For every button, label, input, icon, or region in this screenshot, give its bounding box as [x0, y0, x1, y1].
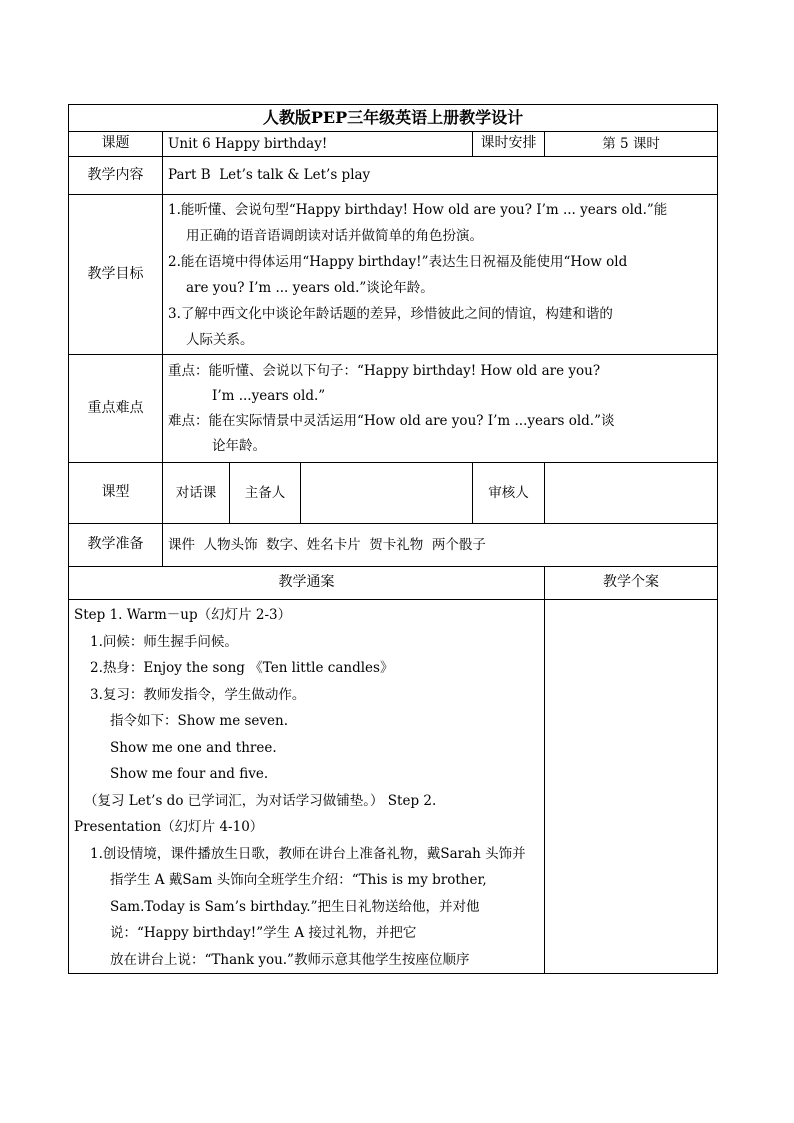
plan-line: 放在讲台上说：“Thank you.”教师示意其他学生按座位顺序: [110, 951, 470, 968]
objective-line: 人际关系。: [186, 331, 254, 348]
preparation-value: 课件 人物头饰 数字、姓名卡片 贺卡礼物 两个骰子: [163, 524, 718, 567]
objective-line: are you? I’m ... years old.”谈论年龄。: [186, 279, 434, 296]
content-value: Part B Let’s talk & Let’s play: [163, 157, 718, 195]
plan-step-heading: Presentation（幻灯片 4-10）: [74, 819, 264, 835]
content-label: 教学内容: [69, 157, 163, 195]
reviewer-value: [545, 463, 718, 524]
plan-step-heading: Step 1. Warm－up（幻灯片 2-3）: [74, 607, 292, 623]
objective-line: 2.能在语境中得体运用“Happy birthday!”表达生日祝福及能使用“How old: [168, 253, 628, 270]
plan-header-row: [69, 567, 718, 600]
content-row: [69, 157, 718, 195]
objective-line: 1.能听懂、会说句型“Happy birthday! How old are you? I’m ... years old.”能: [168, 201, 668, 218]
plan-line: Sam.Today is Sam’s birthday.”把生日礼物送给他，并对他: [110, 898, 480, 915]
topic-row: [69, 132, 718, 157]
plan-line: 1.问候：师生握手问候。: [90, 633, 238, 650]
lesson-type-row: [69, 463, 718, 524]
preparation-row: [69, 524, 718, 567]
key-point-line: I’m ...years old.”: [212, 387, 326, 404]
plan-personal-header: 教学个案: [545, 567, 718, 600]
plan-line: Show me four and five.: [110, 766, 269, 782]
key-points-row: [69, 355, 718, 463]
preparer-label: 主备人: [230, 463, 301, 524]
schedule-label: 课时安排: [473, 132, 545, 157]
preparation-label: 教学准备: [69, 524, 163, 567]
plan-line: 1.创设情境，课件播放生日歌，教师在讲台上准备礼物，戴Sarah 头饰并: [90, 845, 526, 862]
plan-line: 指学生 A 戴Sam 头饰向全班学生介绍：“This is my brother,: [110, 872, 487, 888]
plan-line: 说：“Happy birthday!”学生 A 接过礼物，并把它: [110, 925, 417, 941]
objectives-row: [69, 195, 718, 355]
plan-common-content: [69, 600, 545, 974]
topic-value: Unit 6 Happy birthday!: [163, 132, 473, 157]
reviewer-label: 审核人: [473, 463, 545, 524]
preparer-value: [301, 463, 473, 524]
objective-line: 用正确的语音语调朗读对话并做简单的角色扮演。: [186, 227, 483, 244]
plan-line: 2.热身：Enjoy the song 《Ten little candles》: [90, 660, 394, 676]
plan-body-row: [69, 600, 718, 974]
key-points-content: [163, 355, 718, 463]
difficulty-line: 论年龄。: [212, 437, 266, 454]
objective-line: 3.了解中西文化中谈论年龄话题的差异，珍惜彼此之间的情谊，构建和谐的: [168, 305, 613, 322]
lesson-type-value: 对话课: [163, 463, 230, 524]
plan-line: 3.复习：教师发指令，学生做动作。: [90, 686, 306, 703]
lesson-type-label: 课型: [69, 463, 163, 524]
schedule-value: 第 5 课时: [545, 132, 718, 157]
key-point-line: 重点：能听懂、会说以下句子：“Happy birthday! How old are you?: [168, 362, 601, 379]
doc-title: 人教版PEP三年级英语上册教学设计: [69, 105, 718, 132]
objectives-label: 教学目标: [69, 195, 163, 355]
plan-personal-content: [545, 600, 718, 974]
objectives-content: [163, 195, 718, 355]
lesson-plan-table: [68, 104, 718, 974]
plan-line: （复习 Let’s do 已学词汇，为对话学习做铺垫。） Step 2.: [84, 792, 437, 809]
plan-line: Show me one and three.: [110, 739, 277, 756]
title-row: [69, 105, 718, 132]
plan-common-header: 教学通案: [69, 567, 545, 600]
key-points-label: 重点难点: [69, 355, 163, 463]
plan-line: 指令如下：Show me seven.: [110, 713, 289, 729]
topic-label: 课题: [69, 132, 163, 157]
difficulty-line: 难点：能在实际情景中灵活运用“How old are you? I’m ...years old.”谈: [168, 412, 615, 429]
